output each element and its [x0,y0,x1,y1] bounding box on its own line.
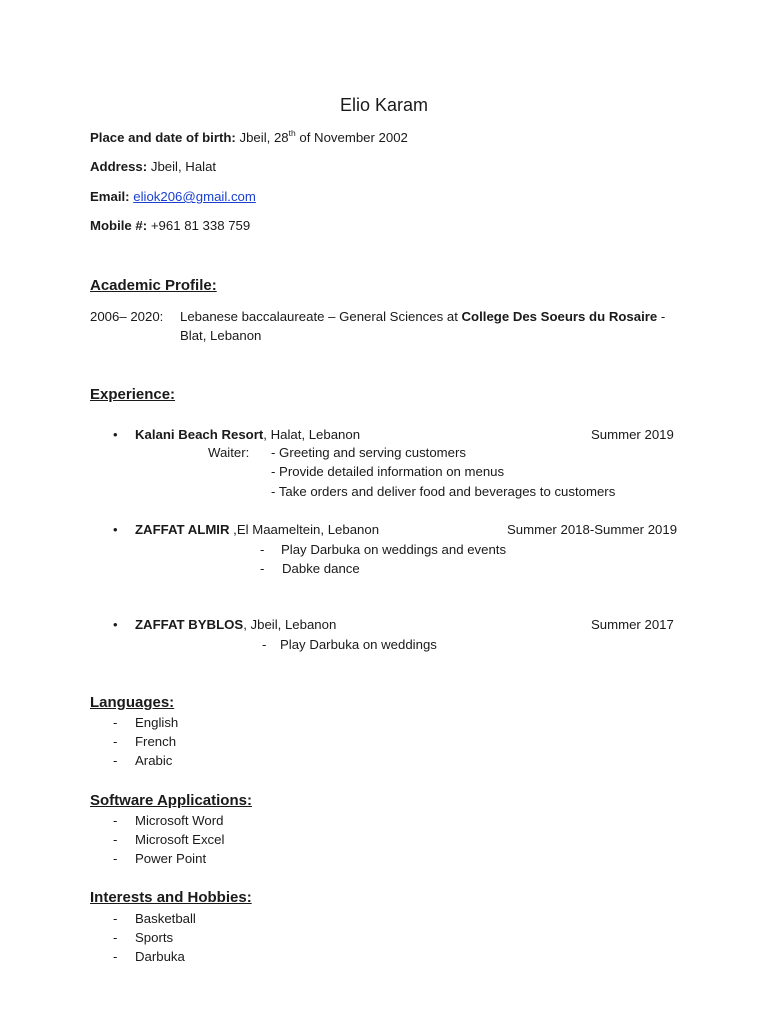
academic-line-1: Lebanese baccalaureate – General Sciences at College Des Soeurs du Rosaire - [180,309,666,324]
job-1-employer: Kalani Beach Resort [135,427,264,442]
job-2-date: Summer 2018-Summer 2019 [507,522,678,537]
language-item: English [135,715,179,730]
mobile-line [90,218,250,234]
birth-label: Place and date of birth: [90,130,236,145]
dash-marker: - [113,851,118,866]
academic-heading: Academic Profile: [90,277,217,294]
job-1-task: - Greeting and serving customers [271,445,466,460]
language-item: Arabic [135,753,173,768]
bullet-icon: • [113,617,118,632]
dash-marker: - [260,561,265,576]
school-name: College Des Soeurs du Rosaire [461,309,658,324]
birth-value: Jbeil, 28th of November 2002 [239,127,408,145]
experience-heading: Experience: [90,386,176,403]
dash-marker: - [113,734,118,749]
hobby-item: Darbuka [135,949,185,964]
hobby-item: Basketball [135,911,196,926]
software-item: Microsoft Excel [135,832,225,847]
software-item: Microsoft Word [135,813,224,828]
email-label: Email: [90,189,130,204]
dash-marker: - [113,911,118,926]
job-1-role: Waiter: [208,445,250,460]
job-3-location: , Jbeil, Lebanon [243,617,337,632]
software-heading: Software Applications: [90,792,252,809]
language-item: French [135,734,177,749]
job-1-task: - Provide detailed information on menus [271,464,505,479]
email-link[interactable]: eliok206@gmail.com [133,189,256,204]
dash-marker: - [113,930,118,945]
job-2-title [135,522,379,538]
job-3-title [135,617,336,633]
address-label: Address: [90,159,148,174]
bullet-icon: • [113,522,118,537]
hobby-item: Sports [135,930,174,945]
job-1-location: , Halat, Lebanon [263,427,361,442]
dash-marker: - [260,542,265,557]
email-line [90,189,256,205]
mobile-value: +961 81 338 759 [150,218,251,233]
hobbies-heading: Interests and Hobbies: [90,889,252,906]
dash-marker: - [113,753,118,768]
mobile-label: Mobile #: [90,218,148,233]
academic-line-2: Blat, Lebanon [180,328,262,343]
job-1-task: - Take orders and deliver food and beverages to customers [271,484,616,499]
job-3-employer: ZAFFAT BYBLOS [135,617,244,632]
job-3-date: Summer 2017 [591,617,674,632]
languages-heading: Languages: [90,694,175,711]
address-line [90,159,216,175]
job-2-location: ,El Maameltein, Lebanon [229,522,380,537]
academic-years: 2006– 2020: [90,309,164,324]
job-2-task: Play Darbuka on weddings and events [281,542,507,557]
dash-marker: - [262,637,267,652]
bullet-icon: • [113,427,118,442]
dash-marker: - [113,832,118,847]
job-1-date: Summer 2019 [591,427,674,442]
resume-name: Elio Karam [339,95,429,115]
software-item: Power Point [135,851,207,866]
address-value: Jbeil, Halat [150,159,217,174]
job-1-title [135,427,360,443]
dash-marker: - [113,813,118,828]
job-2-task: Dabke dance [282,561,360,576]
dash-marker: - [113,715,118,730]
dash-marker: - [113,949,118,964]
job-3-task: Play Darbuka on weddings [280,637,437,652]
birth-line [90,127,408,146]
job-2-employer: ZAFFAT ALMIR [135,522,230,537]
